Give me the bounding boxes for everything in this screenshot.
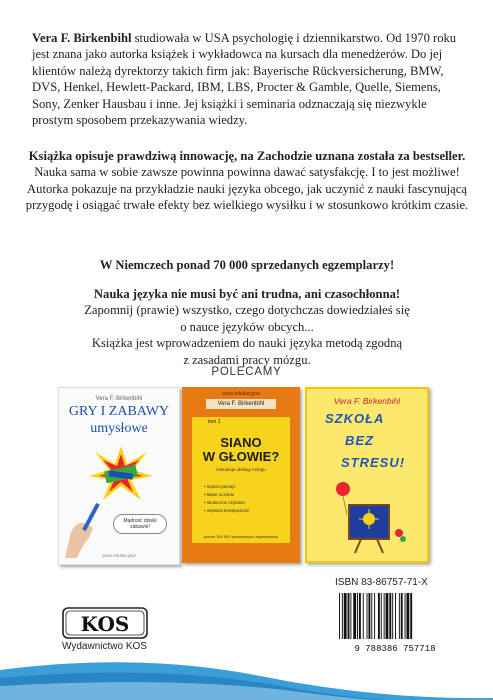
hand-holding-pen-icon	[63, 498, 107, 558]
book1-speech-bubble: Mądrość dzięki zabawie!	[113, 514, 167, 534]
book2-title-line-1: SIANO	[220, 435, 262, 450]
author-bio	[32, 30, 464, 128]
book-cover-szkola-bez-stresu[interactable]	[305, 387, 429, 563]
book2-series: seria edukacyjna	[222, 391, 260, 397]
book3-title-line-2: BEZ	[345, 433, 374, 448]
school-board-balloons-icon	[329, 479, 409, 555]
book2-title-line-2: W GŁOWIE?	[202, 449, 280, 464]
colorful-burst-icon	[87, 444, 155, 502]
sales-line	[22, 257, 472, 273]
bio-text: studiowała w USA psychologię i dziennikarstwo. Od 1970 roku jest znana jako autorka książek i wykładowca na kursach dla menedżerów. Do jej klientów należą dyrektorzy takich firm jak: Bayerische Rückversicherung, BMW, DVS, Henkel, Hewlett-Packard, IBM, LBS, Procter & Gamble, Quelle, Siemens, Sony, Zenker Hausbau i inne. Jej książki i seminaria odznaczają się niezwykle prostym sposobem przekazywania wiedzy.	[32, 31, 457, 128]
sales-text: W Niemczech ponad 70 000 sprzedanych egzemplarzy!	[99, 258, 395, 272]
book2-author: Vera F. Birkenbihl	[206, 399, 276, 409]
book2-volume: tom 1	[208, 419, 221, 425]
language-line-3: Książka jest wprowadzeniem do nauki języka metodą zgodną	[91, 336, 403, 351]
book1-title-line-2: umysłowe	[90, 421, 148, 436]
book2-yellow-panel	[192, 417, 290, 543]
kos-publisher-logo	[62, 607, 148, 639]
book2-feature: • łatwe uczenie	[204, 492, 235, 497]
book2-feature: • większa kreatywność	[204, 508, 250, 513]
innovation-text: Nauka sama w sobie zawsze powinna powinna dawać satysfakcję. I to jest możliwe! Autorka pokazuje na przykładzie nauki języka obcego, jak uczynić z nauki fascynującą przygodę i osiągać trwałe efekty bez wielkiego wysiłku i w stosunkowo krótkim czasie.	[25, 165, 469, 213]
innovation-section	[22, 148, 472, 214]
book2-feature: • skuteczne czytanie	[204, 500, 245, 505]
book2-subtitle: instrukcja obsługi mózgu	[216, 467, 266, 472]
language-line-4: z zasadami pracy mózgu.	[183, 352, 311, 367]
book-cover-gry-i-zabawy[interactable]	[58, 387, 180, 565]
recommend-label: POLECAMY	[211, 366, 282, 378]
book3-title-line-3: STRESU!	[341, 455, 406, 470]
barcode-digits: 9 788386 757718	[354, 644, 436, 653]
language-section	[22, 286, 472, 368]
author-name: Vera F. Birkenbihl	[32, 31, 132, 45]
language-line-2: o nauce języków obcych...	[180, 319, 314, 334]
book1-series: seria edukacyjna	[102, 553, 136, 558]
book1-title-line-1: GRY I ZABAWY	[68, 404, 170, 419]
book3-author: Vera F. Birkenbihl	[333, 396, 401, 406]
innovation-heading: Książka opisuje prawdziwą innowację, na Zachodzie uznana została za bestseller.	[28, 149, 466, 163]
language-line-1: Zapomnij (prawie) wszystko, czego dotychczas dowiedziałeś się	[84, 303, 410, 318]
language-heading: Nauka języka nie musi być ani trudna, ani czasochłonna!	[93, 287, 401, 301]
book2-feature: • lepsza pamięć	[204, 484, 236, 489]
publisher-name: Wydawnictwo KOS	[62, 641, 147, 652]
book3-title-line-1: SZKOŁA	[325, 411, 385, 426]
book2-footer: ponad 100 000 sprzedanych egzemplarzy	[203, 534, 279, 539]
book2-feature-list	[204, 483, 249, 515]
isbn-number: ISBN 83-86757-71-X	[335, 577, 428, 588]
logo-text: KOS	[80, 612, 130, 636]
book1-author: Vera F. Birkenbihl	[95, 396, 143, 402]
book-cover-siano-w-glowie[interactable]	[182, 387, 300, 563]
